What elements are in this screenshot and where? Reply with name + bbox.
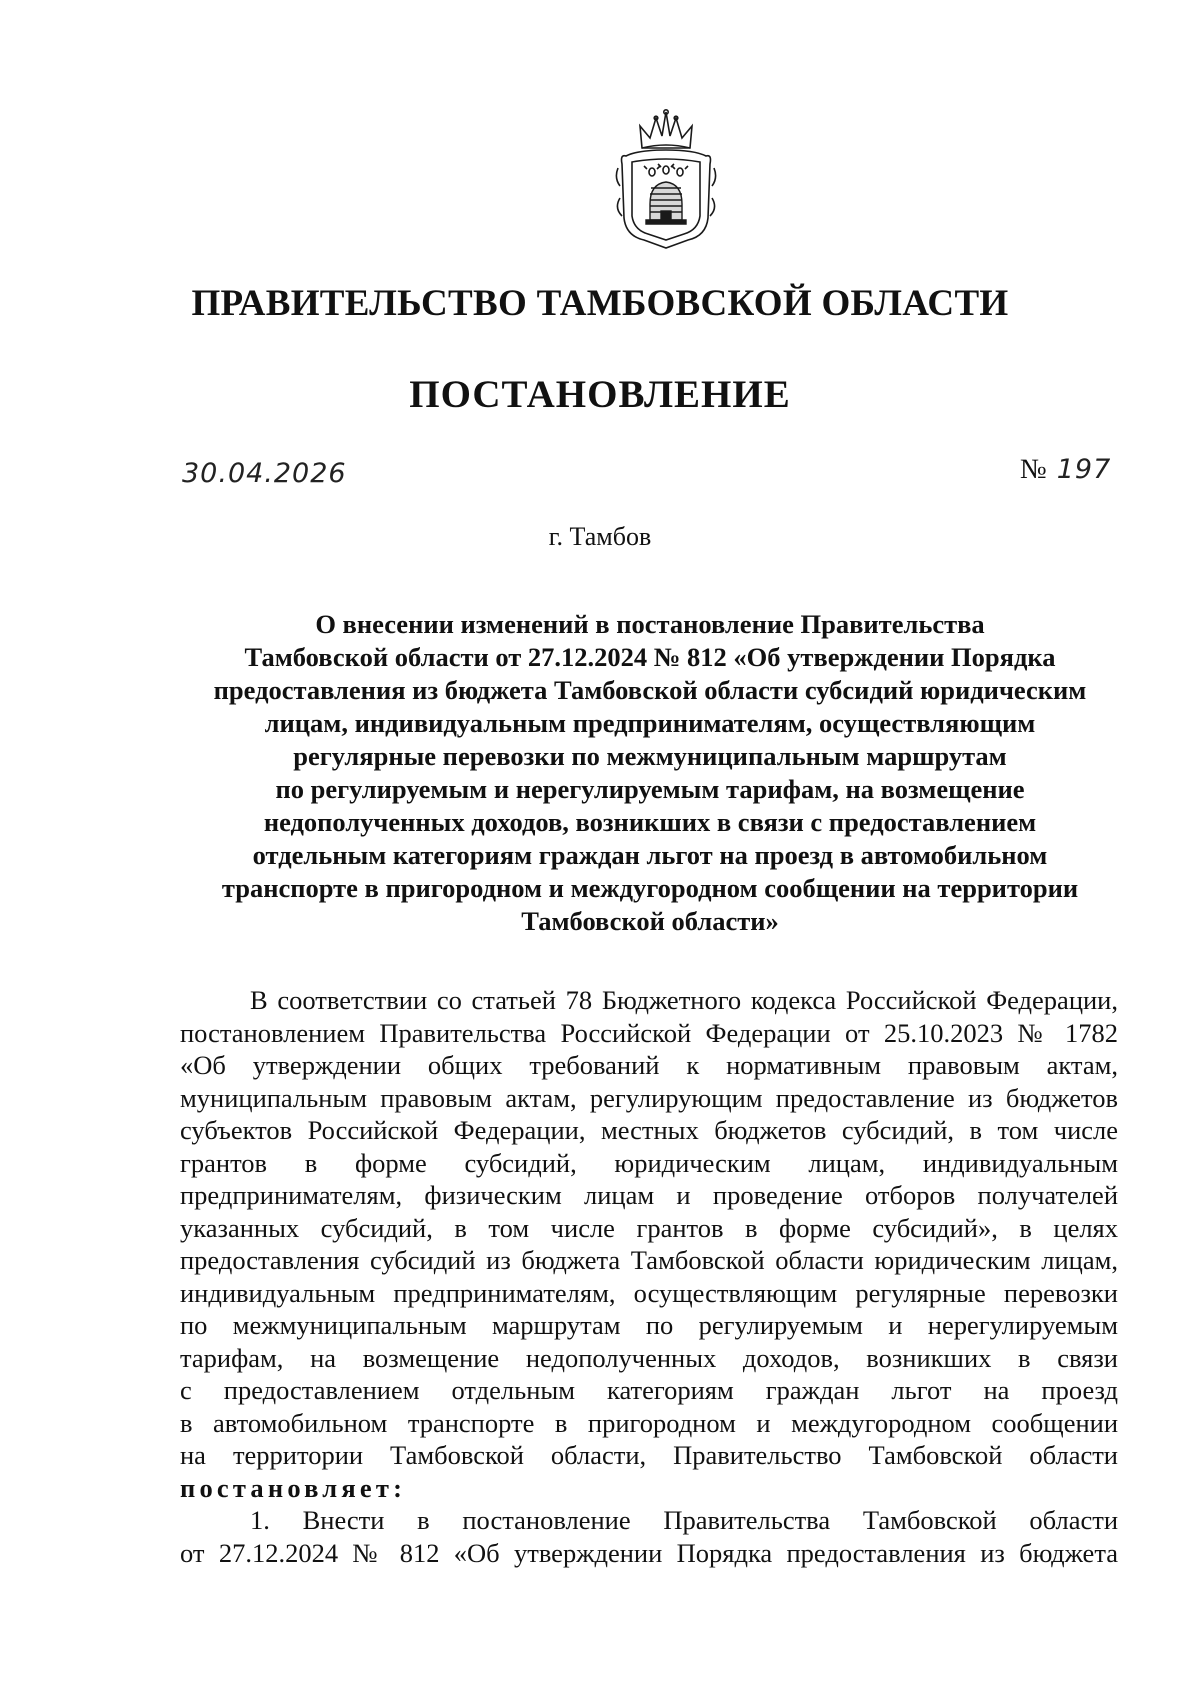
document-subject [170, 608, 1130, 938]
subject-line: недополученных доходов, возникших в связи с предоставлением [263, 807, 1037, 837]
subject-line: регулярные перевозки по межмуниципальным маршрутам [293, 741, 1007, 771]
body-line: предоставления субсидий из бюджета Тамбовской области юридическим лицам, [180, 1245, 1118, 1275]
subject-line: Тамбовской области от 27.12.2024 № 812 «Об утверждении Порядка [244, 642, 1056, 672]
subject-line: транспорте в пригородном и междугородном сообщении на территории [221, 873, 1079, 903]
body-line: указанных субсидий, в том числе грантов в форме субсидий», в целях [180, 1212, 1118, 1243]
body-line: индивидуальным предпринимателям, осуществляющим регулярные перевозки [180, 1277, 1118, 1308]
body-line: «Об утверждении общих требований к нормативным правовым актам, [180, 1050, 1118, 1080]
body-line: грантов в форме субсидий, юридическим лицам, индивидуальным [180, 1147, 1118, 1178]
body-line: по межмуниципальным маршрутам по регулируемым и нерегулируемым [180, 1310, 1118, 1340]
number-value: 197 [1056, 454, 1112, 485]
body-line: постановлением Правительства Российской Федерации от 25.10.2023 № 1782 [180, 1017, 1118, 1048]
subject-line: лицам, индивидуальным предпринимателям, осуществляющим [264, 708, 1036, 738]
body-line: муниципальным правовым актам, регулирующим предоставление из бюджетов [180, 1082, 1118, 1113]
resolves-word: постановляет: [180, 1472, 407, 1503]
subject-line: отдельным категориям граждан льгот на проезд в автомобильном [252, 840, 1048, 870]
body-line: в автомобильном транспорте в пригородном и междугородном сообщении [180, 1407, 1118, 1438]
body-line: субъектов Российской Федерации, местных бюджетов субсидий, в том числе [180, 1115, 1118, 1145]
body-line: тарифам, на возмещение недополученных доходов, возникших в связи [180, 1342, 1118, 1373]
document-number [1020, 454, 1111, 486]
subject-line: О внесении изменений в постановление Правительства [315, 609, 985, 639]
document-city: г. Тамбов [548, 522, 652, 551]
item-line: 1. Внести в постановление Правительства Тамбовской области [250, 1505, 1118, 1535]
body-line: с предоставлением отдельным категориям граждан льгот на проезд [180, 1375, 1118, 1405]
body-line: В соответствии со статьей 78 Бюджетного кодекса Российской Федерации, [250, 985, 1118, 1015]
subject-line: по регулируемым и нерегулируемым тарифам, на возмещение [275, 774, 1025, 804]
body-line: на территории Тамбовской области, Правительство Тамбовской области [180, 1440, 1118, 1470]
tambov-coat-of-arms-icon [612, 108, 720, 253]
item-line: от 27.12.2024 № 812 «Об утверждении Порядка предоставления из бюджета [180, 1537, 1118, 1568]
number-label: № [1020, 454, 1047, 485]
organization-title: ПРАВИТЕЛЬСТВО ТАМБОВСКОЙ ОБЛАСТИ [191, 283, 1009, 324]
subject-line: предоставления из бюджета Тамбовской области субсидий юридическим [213, 675, 1087, 705]
document-type-heading: ПОСТАНОВЛЕНИЕ [409, 373, 791, 416]
document-body [180, 984, 1118, 1569]
body-line: предпринимателям, физическим лицам и проведение отборов получателей [180, 1180, 1118, 1210]
document-date: 30.04.2026 [182, 458, 347, 489]
subject-line: Тамбовской области» [521, 906, 779, 936]
